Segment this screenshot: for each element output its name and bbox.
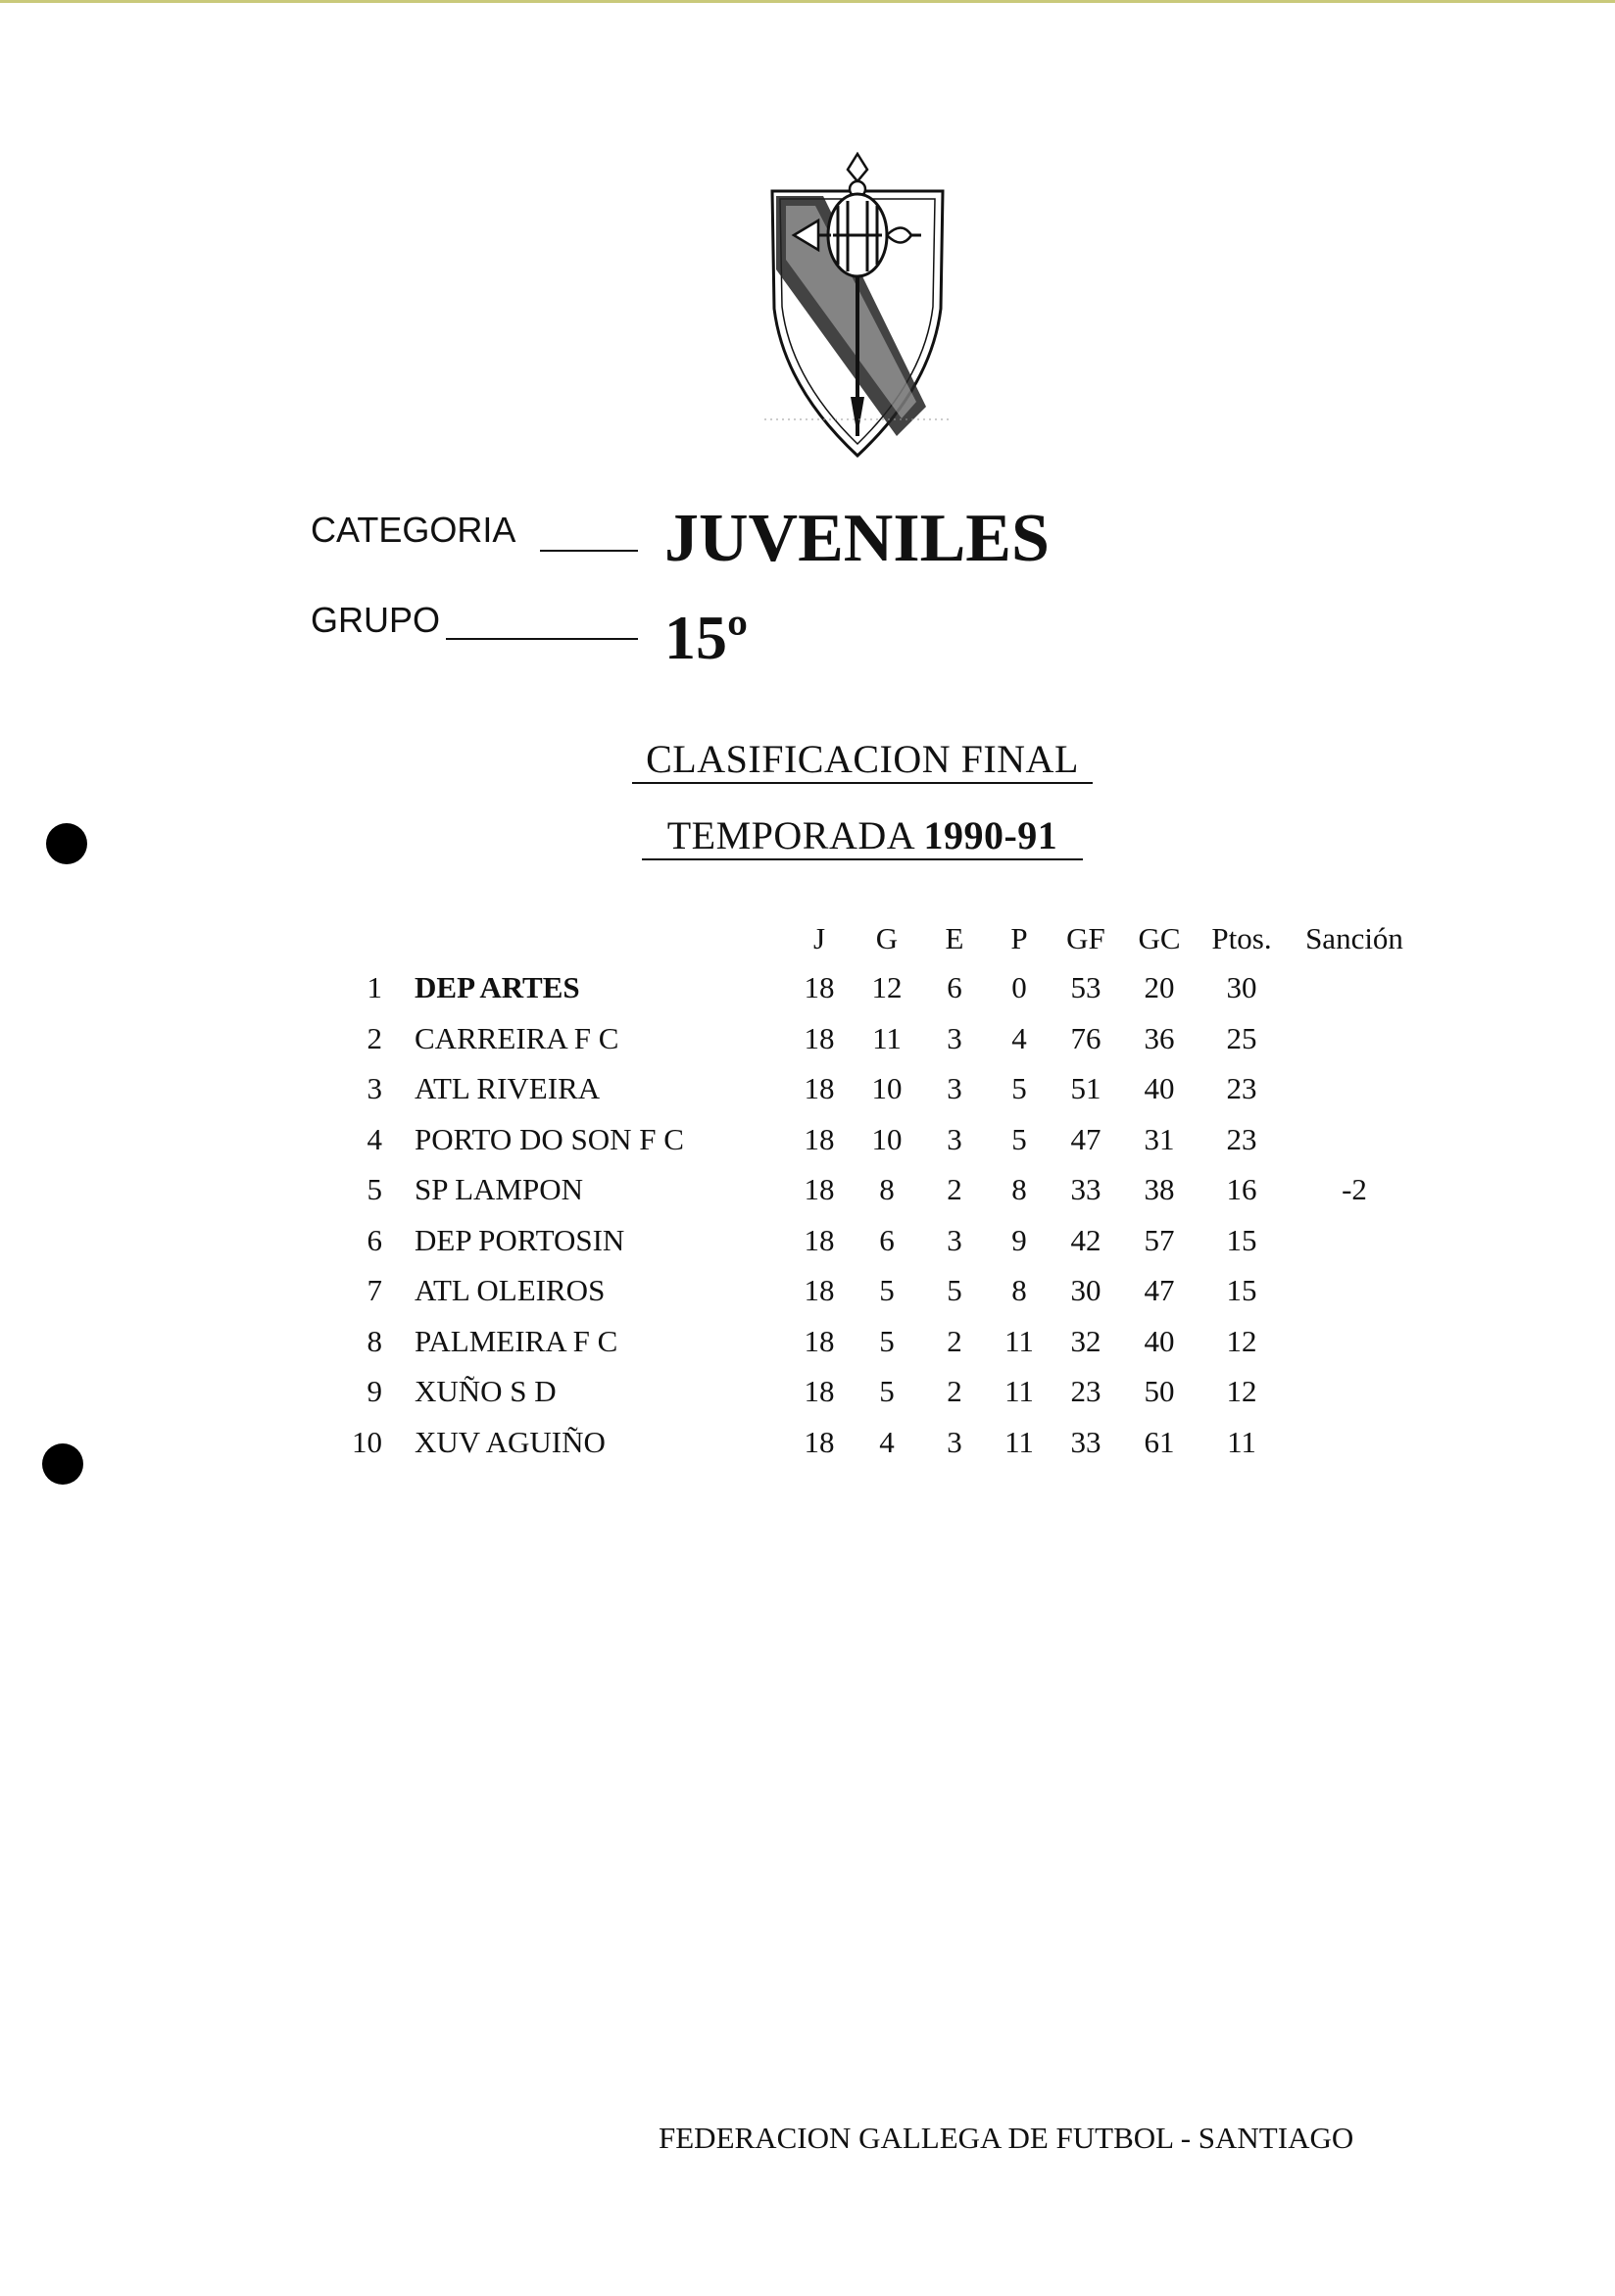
row-col-e: 2 [947, 1172, 962, 1206]
temporada-title [642, 813, 1083, 860]
header-col-sancion: Sanción [1305, 921, 1403, 955]
row-position: 8 [367, 1324, 382, 1358]
grupo-label: GRUPO [311, 600, 441, 640]
row-col-gf: 53 [1070, 970, 1101, 1004]
row-col-j: 18 [804, 1172, 835, 1206]
row-col-g: 10 [871, 1122, 903, 1156]
row-col-g: 6 [879, 1223, 895, 1257]
row-col-g: 5 [879, 1273, 895, 1307]
header-col-j: J [812, 921, 826, 955]
row-col-p: 0 [1011, 970, 1027, 1004]
categoria-label: CATEGORIA [311, 510, 516, 550]
clasificacion-title: CLASIFICACION FINAL [632, 737, 1093, 784]
row-col-g: 4 [879, 1425, 895, 1459]
row-team-name: ATL RIVEIRA [415, 1071, 601, 1105]
row-col-gc: 36 [1144, 1021, 1175, 1055]
row-col-g: 12 [871, 970, 903, 1004]
row-col-ptos: 16 [1226, 1172, 1257, 1206]
row-col-j: 18 [804, 1425, 835, 1459]
row-team-name: CARREIRA F C [415, 1021, 619, 1055]
row-col-e: 3 [947, 1425, 962, 1459]
row-col-p: 4 [1011, 1021, 1027, 1055]
row-col-sancion: -2 [1342, 1172, 1367, 1206]
row-team-name: DEP ARTES [415, 970, 580, 1004]
punch-hole-bottom [42, 1443, 83, 1485]
row-team-name: SP LAMPON [415, 1172, 583, 1206]
row-col-p: 9 [1011, 1223, 1027, 1257]
row-col-ptos: 15 [1226, 1273, 1257, 1307]
row-col-g: 5 [879, 1374, 895, 1408]
row-col-ptos: 30 [1226, 970, 1257, 1004]
row-col-gc: 38 [1144, 1172, 1175, 1206]
row-col-gf: 33 [1070, 1172, 1101, 1206]
header-col-p: P [1010, 921, 1028, 955]
header-col-g: G [875, 921, 899, 955]
row-col-g: 11 [872, 1021, 902, 1055]
row-col-e: 2 [947, 1374, 962, 1408]
row-col-gf: 51 [1070, 1071, 1101, 1105]
row-col-p: 5 [1011, 1071, 1027, 1105]
row-col-g: 8 [879, 1172, 895, 1206]
row-col-j: 18 [804, 1374, 835, 1408]
temporada-label: TEMPORADA [666, 813, 913, 857]
row-position: 3 [367, 1071, 382, 1105]
header-col-ptos: Ptos. [1211, 921, 1272, 955]
row-position: 7 [367, 1273, 382, 1307]
row-col-gc: 20 [1144, 970, 1175, 1004]
row-position: 6 [367, 1223, 382, 1257]
row-col-gf: 30 [1070, 1273, 1101, 1307]
row-col-gc: 61 [1144, 1425, 1175, 1459]
row-col-p: 11 [1004, 1324, 1034, 1358]
row-col-p: 8 [1011, 1273, 1027, 1307]
row-col-e: 3 [947, 1223, 962, 1257]
row-col-ptos: 12 [1226, 1374, 1257, 1408]
row-col-g: 10 [871, 1071, 903, 1105]
row-col-gf: 76 [1070, 1021, 1101, 1055]
grupo-underline [446, 638, 638, 640]
row-col-j: 18 [804, 1071, 835, 1105]
row-col-gc: 40 [1144, 1071, 1175, 1105]
row-col-ptos: 12 [1226, 1324, 1257, 1358]
row-col-p: 11 [1004, 1425, 1034, 1459]
row-col-ptos: 25 [1226, 1021, 1257, 1055]
row-col-gc: 40 [1144, 1324, 1175, 1358]
temporada-year: 1990-91 [923, 813, 1058, 857]
row-col-gf: 32 [1070, 1324, 1101, 1358]
row-col-gc: 50 [1144, 1374, 1175, 1408]
row-col-e: 3 [947, 1071, 962, 1105]
row-col-gf: 33 [1070, 1425, 1101, 1459]
row-team-name: XUV AGUIÑO [415, 1425, 606, 1459]
row-team-name: ATL OLEIROS [415, 1273, 606, 1307]
row-col-e: 6 [947, 970, 962, 1004]
header-col-e: E [945, 921, 964, 955]
row-col-ptos: 23 [1226, 1122, 1257, 1156]
categoria-value: JUVENILES [664, 501, 1050, 576]
row-col-j: 18 [804, 1223, 835, 1257]
federation-shield-crest-icon [764, 152, 951, 461]
grupo-value: 15º [664, 603, 749, 672]
row-position: 9 [367, 1374, 382, 1408]
row-position: 1 [367, 970, 382, 1004]
row-col-j: 18 [804, 1021, 835, 1055]
row-position: 4 [367, 1122, 382, 1156]
categoria-underline [540, 550, 638, 552]
row-col-j: 18 [804, 1122, 835, 1156]
row-position: 5 [367, 1172, 382, 1206]
row-col-p: 8 [1011, 1172, 1027, 1206]
row-col-gc: 57 [1144, 1223, 1175, 1257]
row-col-ptos: 23 [1226, 1071, 1257, 1105]
row-col-e: 3 [947, 1021, 962, 1055]
row-col-gc: 47 [1144, 1273, 1175, 1307]
row-position: 2 [367, 1021, 382, 1055]
row-position: 10 [352, 1425, 382, 1459]
row-col-gc: 31 [1144, 1122, 1175, 1156]
row-col-p: 11 [1004, 1374, 1034, 1408]
row-col-p: 5 [1011, 1122, 1027, 1156]
header-col-gc: GC [1138, 921, 1181, 955]
top-edge-line [0, 0, 1615, 3]
row-col-e: 3 [947, 1122, 962, 1156]
row-col-g: 5 [879, 1324, 895, 1358]
row-col-gf: 42 [1070, 1223, 1101, 1257]
row-col-e: 2 [947, 1324, 962, 1358]
row-team-name: PORTO DO SON F C [415, 1122, 684, 1156]
row-col-ptos: 11 [1227, 1425, 1256, 1459]
row-col-e: 5 [947, 1273, 962, 1307]
row-col-gf: 47 [1070, 1122, 1101, 1156]
footer-federation: FEDERACION GALLEGA DE FUTBOL - SANTIAGO [659, 2121, 1354, 2155]
row-team-name: PALMEIRA F C [415, 1324, 618, 1358]
header-col-gf: GF [1066, 921, 1105, 955]
punch-hole-top [46, 823, 87, 864]
row-col-gf: 23 [1070, 1374, 1101, 1408]
row-team-name: DEP PORTOSIN [415, 1223, 625, 1257]
row-team-name: XUÑO S D [415, 1374, 557, 1408]
row-col-j: 18 [804, 970, 835, 1004]
row-col-j: 18 [804, 1273, 835, 1307]
row-col-j: 18 [804, 1324, 835, 1358]
row-col-ptos: 15 [1226, 1223, 1257, 1257]
